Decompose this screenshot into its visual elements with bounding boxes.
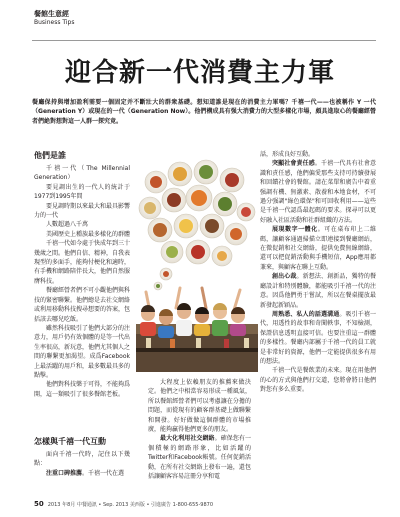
section-header [34,10,74,27]
lead-personal-communication: 周熟悉、私人的話選溝通 [272,310,340,318]
paragraph: 雖然科技吸引了他們大部分的注意力，用戶仍有效個體的是等一代出生率很高，新玩意，他們尤其個人之間的聯繫更加渴望。成爲Facebook上最活躍的用戶和，最多數最具多的點擊。 [34,324,131,379]
paragraph: 千禧一代如今處于快成年到三十幾歲之間。他們自信、精神，自我表現型的多面手，能夠付梗化和適時，有手機和網路陪伴長大，他們自然服膺科技。 [34,240,131,285]
paragraph: 面向千禧一代時，記住以下幾點： [34,451,130,468]
article-intro: 餐廳保持與增加盈利需要一個固定并不斷壯大的群衆基礎。想知道誰是現在的消費主力軍嗎？千禧一代——也被稱作 Y 一代（Generation Y）或現在的一代（Generation Now）。他們構成具有强大消費力的大型多樣化市場，頗具進取心的餐廳經營者們絶對想對這一人群一探究竟。 [32,99,376,125]
paragraph-text: 。新想法、創新品，獨特的餐廳設計和特別體驗，都能吸引千禧一代的注意。因爲他們勇于嘗試，所以在餐桌擺放最新發起新穎品。 [260,273,376,309]
lead-digital-integration: 展現數字一體化 [272,226,318,234]
section-category: 餐館生意經 [34,10,69,18]
paragraph: 美國歷史上種族最多樣化的群體 [46,230,131,238]
footer-text: 2013 年8月 中餐通訊 • Sep. 2013 美西版 • 引進廣告 1-800-655-9870 [47,502,214,508]
people-group [136,288,258,372]
food-plates-cluster [139,160,255,290]
lead-originality: 創出心裁 [272,273,297,281]
header-divider [32,40,376,41]
lead-social-networks: 最大化利用社交網絡 [160,435,215,443]
paragraph [34,469,130,478]
right-column [260,150,376,395]
page-footer [34,500,213,509]
left-column [34,150,130,399]
paragraph-text: 。確保您有一個積極的網路形象，比如活躍的Twitter和Facebook帳號。任何促銷活動，在所有社交網絡上發布一遍，還包括讓顧客容易註冊分享和電 [148,435,251,481]
section-category-en: Business Tips [34,19,75,26]
paragraph [260,310,376,366]
lead-social-responsibility: 突顯社會責任感 [272,160,315,168]
paragraph-text: 。吸引千禧一代，用透性的故事和奇聞軼事，不知檢測，保證信息透明直接可信。也要注重這一群體的多樣性。餐廳内部屬于千禧一代的員工就是非常好的資源，他們一定能提供很多有用的想法。 [260,310,376,365]
paragraph [148,434,251,481]
article-title: 迎合新一代消費主力軍 [64,58,335,88]
lead-word-of-mouth: 注重口碑推薦 [46,469,83,477]
paragraph [260,159,376,225]
paragraph [260,272,376,310]
page-number: 50 [34,500,44,508]
paragraph: 他們對科技樂于可得，不能夠爲開，這一類吸引了很多餐館老板。 [34,381,131,398]
heading-who-they-are: 他們是誰 [34,151,66,160]
left-column-bottom [34,436,130,478]
paragraph: 餐廳經營者們不可小觀他們與科技的緊密聯繫。他們總是去社交網絡或利用移動科技搜尋想要的答案，包括該去哪兒吃飯。 [34,287,131,323]
paragraph-text: 。千禧一代在選 [82,469,125,477]
paragraph: 千禧一代是餐飲業的未來。現在用他們的心的方式與他們打交道，您將會將日他們對您有多么重要。 [260,367,376,394]
paragraph: 話，形成良好互動。 [260,151,315,158]
middle-column [148,378,251,481]
paragraph: 大程度上依賴朋友的推薦來做決定。他們之中相當容易形成一種風氣，所以餐館經營者們可以考慮讓在分擔的問題，而從現有的顧客群基礎上做聯繫和開發。好好做做這個群體的市場推廣，能夠贏得他們更多的朋友。 [148,379,251,434]
food-people-illustration [136,152,258,372]
paragraph: 要見調時期以來最大和最具影響力的一代 [34,202,131,220]
paragraph-text: 。可在桌布印上二維碼，讓顧客通過掃描立即連接到餐廳網站，在微促銷和社交網絡，提供免費無線網絡，還可以把促銷活動與手機短信，App應用都兼來，與顧客在聯上互動。 [260,226,376,271]
paragraph: 千禧一代（The Millennial Generation） [34,165,130,182]
paragraph-text: 。千禧一代具有社會意識和責任感，他們偏愛那些支持可持續發展和回饋社會的餐館。請在菜單和廣告中着重强調有機、無激素、散養和本地食材，不可過分强調"綠色環保"和可回收利用——這些是千禧一代認爲最起碼的要求。探尋可以更好融入社區活動和社群組織的方法。 [260,160,376,224]
paragraph: 人數超過八千萬 [46,221,89,229]
heading-how-to-interact: 怎樣與千禧一代互動 [34,437,106,446]
paragraph [260,225,376,272]
paragraph: 要見調出生的一代人的統計于1977到1995年間 [34,183,130,201]
